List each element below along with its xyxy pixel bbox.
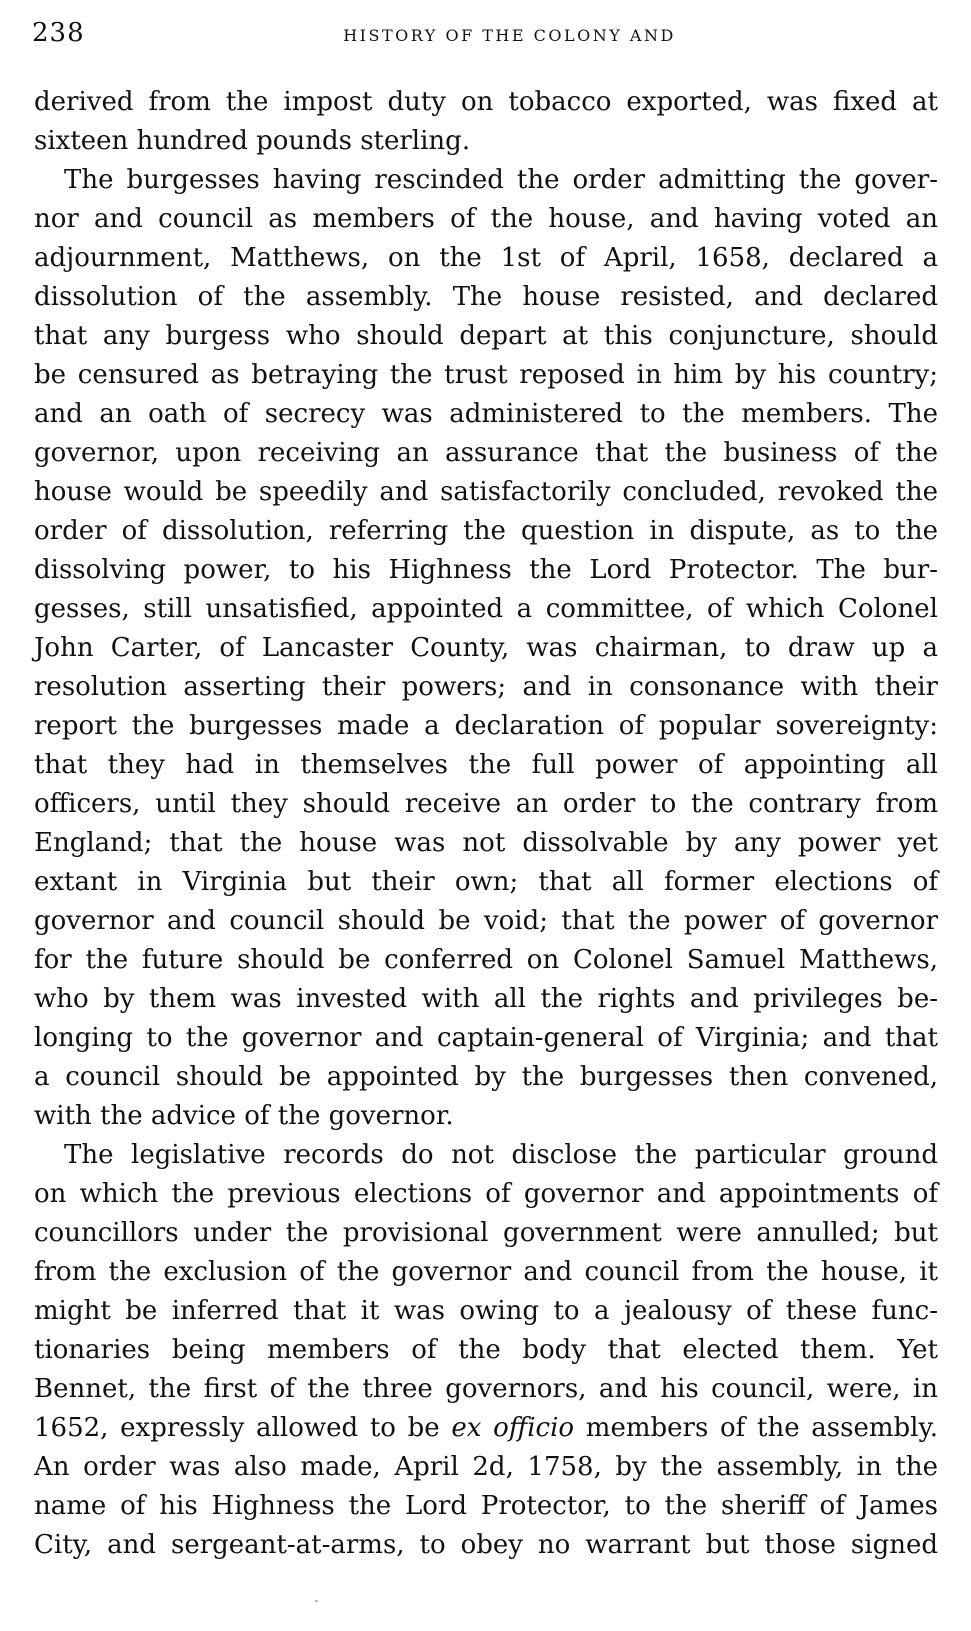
- text-line: John Carter, of Lancaster County, was chairman, to draw up a: [34, 633, 938, 663]
- body-text: [34, 83, 938, 1565]
- text-line: who by them was invested with all the rights and privileges be-: [34, 984, 938, 1014]
- text-line: sixteen hundred pounds sterling.: [34, 126, 471, 156]
- text-line: dissolving power, to his Highness the Lord Protector. The bur-: [34, 555, 938, 585]
- text-line: governor, upon receiving an assurance that the business of the: [34, 438, 938, 468]
- text-line: 1652, expressly allowed to be ex officio members of the assembly.: [34, 1413, 938, 1443]
- text-line: be censured as betraying the trust reposed in him by his country;: [34, 360, 938, 390]
- text-line: City, and sergeant-at-arms, to obey no warrant but those signed: [34, 1530, 938, 1560]
- text-line: dissolution of the assembly. The house resisted, and declared: [34, 282, 938, 312]
- page-header: [32, 18, 937, 52]
- text-line: Bennet, the first of the three governors, and his council, were, in: [34, 1374, 938, 1404]
- text-line: house would be speedily and satisfactorily concluded, revoked the: [34, 477, 938, 507]
- text-line: order of dissolution, referring the question in dispute, as to the: [34, 516, 938, 546]
- running-head: HISTORY OF THE COLONY AND: [343, 26, 676, 45]
- text-line: governor and council should be void; that the power of governor: [34, 906, 938, 936]
- text-line: on which the previous elections of governor and appointments of: [34, 1179, 938, 1209]
- text-line: resolution asserting their powers; and in consonance with their: [34, 672, 938, 702]
- text-line: longing to the governor and captain-general of Virginia; and that: [34, 1023, 938, 1053]
- text-line: report the burgesses made a declaration of popular sovereignty:: [34, 711, 938, 741]
- text-line: with the advice of the governor.: [34, 1101, 454, 1131]
- text-line: England; that the house was not dissolvable by any power yet: [34, 828, 938, 858]
- text-line: The burgesses having rescinded the order admitting the gover-: [64, 165, 938, 195]
- text-line: for the future should be conferred on Colonel Samuel Matthews,: [34, 945, 938, 975]
- text-line: nor and council as members of the house, and having voted an: [34, 204, 938, 234]
- text-line: An order was also made, April 2d, 1758, by the assembly, in the: [34, 1452, 938, 1482]
- text-line: that they had in themselves the full power of appointing all: [34, 750, 938, 780]
- text-line: councillors under the provisional government were annulled; but: [34, 1218, 938, 1248]
- text-line: tionaries being members of the body that elected them. Yet: [34, 1335, 938, 1365]
- text-line: name of his Highness the Lord Protector, to the sheriff of James: [34, 1491, 938, 1521]
- page-number: 238: [32, 18, 85, 48]
- text-line: gesses, still unsatisfied, appointed a committee, of which Colonel: [34, 594, 938, 624]
- text-line: that any burgess who should depart at this conjuncture, should: [34, 321, 938, 351]
- text-line: derived from the impost duty on tobacco exported, was fixed at: [34, 87, 938, 117]
- text-line: a council should be appointed by the burgesses then convened,: [34, 1062, 938, 1092]
- scan-speck: [315, 1600, 318, 1602]
- text-line: adjournment, Matthews, on the 1st of April, 1658, declared a: [34, 243, 938, 273]
- text-line: and an oath of secrecy was administered to the members. The: [34, 399, 938, 429]
- text-line: might be inferred that it was owing to a jealousy of these func-: [34, 1296, 938, 1326]
- text-line: from the exclusion of the governor and council from the house, it: [34, 1257, 938, 1287]
- text-line: The legislative records do not disclose the particular ground: [64, 1140, 938, 1170]
- text-line: extant in Virginia but their own; that all former elections of: [34, 867, 938, 897]
- text-line: officers, until they should receive an order to the contrary from: [34, 789, 938, 819]
